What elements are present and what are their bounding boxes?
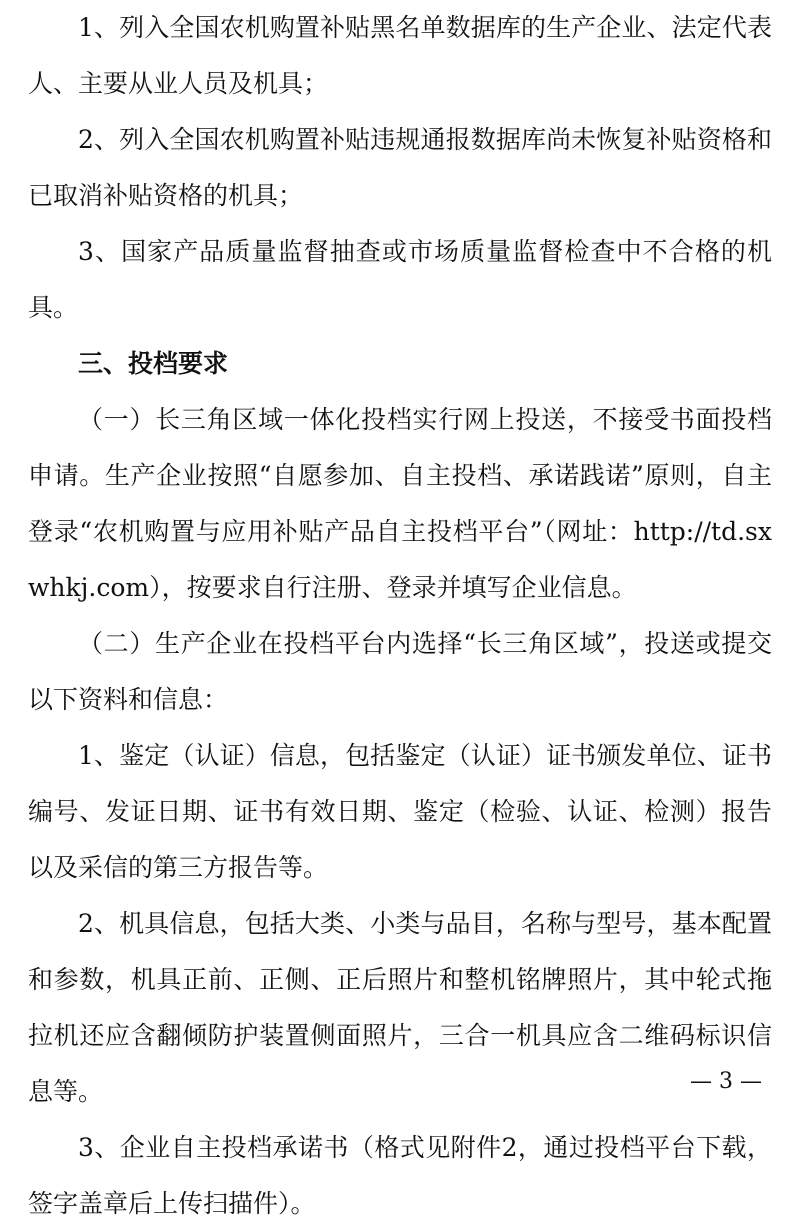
submission-materials-paragraph: （二）生产企业在投档平台内选择“长三角区域”，投送或提交以下资料和信息： <box>28 629 772 714</box>
machine-info-item: 2、机具信息，包括大类、小类与品目，名称与型号，基本配置和参数，机具正前、正侧、正后照片和整机铭牌照片，其中轮式拖拉机还应含翻倾防护装置侧面照片，三合一机具应含二维码标识信息等。 <box>28 909 772 1106</box>
certification-info-item: 1、鉴定（认证）信息，包括鉴定（认证）证书颁发单位、证书编号、发证日期、证书有效日期、鉴定（检验、认证、检测）报告以及采信的第三方报告等。 <box>28 741 772 882</box>
violation-item: 2、列入全国农机购置补贴违规通报数据库尚未恢复补贴资格和已取消补贴资格的机具； <box>28 125 772 210</box>
page-number: — 3 — <box>690 1069 762 1094</box>
document-body <box>28 0 772 1232</box>
section-heading: 三、投档要求 <box>78 349 229 378</box>
blacklist-item: 1、列入全国农机购置补贴黑名单数据库的生产企业、法定代表人、主要从业人员及机具； <box>28 13 772 98</box>
online-submission-paragraph: （一）长三角区域一体化投档实行网上投送，不接受书面投档申请。生产企业按照“自愿参加、自主投档、承诺践诺”原则，自主登录“农机购置与应用补贴产品自主投档平台”（网址：http://td.sxwhkj.com），按要求自行注册、登录并填写企业信息。 <box>28 405 772 602</box>
commitment-letter-item: 3、企业自主投档承诺书（格式见附件2，通过投档平台下载，签字盖章后上传扫描件）。 <box>28 1133 772 1218</box>
quality-item: 3、国家产品质量监督抽查或市场质量监督检查中不合格的机具。 <box>28 237 772 322</box>
